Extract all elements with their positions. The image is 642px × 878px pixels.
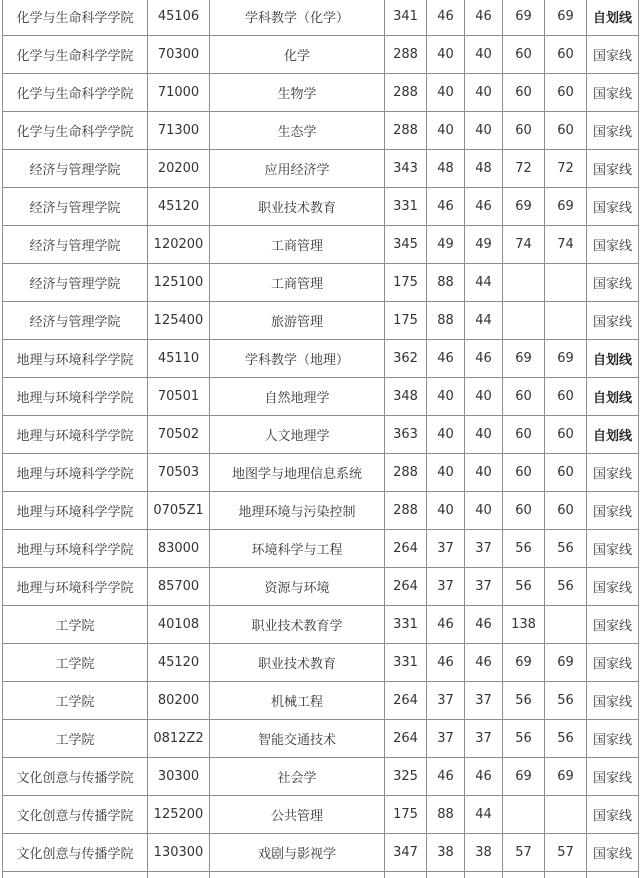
line-type-cell: 自划线 — [587, 416, 639, 454]
subject2-cell: 46 — [465, 606, 503, 644]
subject4-cell: 57 — [545, 834, 587, 872]
table-row — [3, 378, 639, 416]
subject2-cell: 49 — [465, 226, 503, 264]
code-cell: 45106 — [148, 0, 210, 36]
subject2-cell: 44 — [465, 264, 503, 302]
subject4-cell: 60 — [545, 454, 587, 492]
college-cell: 工学院 — [3, 644, 148, 682]
table-row — [3, 606, 639, 644]
subject4-cell: 69 — [545, 758, 587, 796]
code-cell: 0812Z2 — [148, 720, 210, 758]
subject3-cell: 69 — [503, 0, 545, 36]
major-cell: 工商管理 — [210, 226, 385, 264]
college-cell: 地理与环境科学学院 — [3, 454, 148, 492]
subject2-cell: 40 — [465, 378, 503, 416]
line-type-cell: 国家线 — [587, 264, 639, 302]
total-score-cell: 288 — [385, 112, 427, 150]
subject2-cell: 46 — [465, 0, 503, 36]
subject1-cell: 40 — [427, 416, 465, 454]
subject1-cell: 88 — [427, 796, 465, 834]
table-row — [3, 568, 639, 606]
subject2-cell: 40 — [465, 416, 503, 454]
subject3-cell: 60 — [503, 492, 545, 530]
subject2-cell: 40 — [465, 74, 503, 112]
total-score-cell — [385, 872, 427, 878]
subject1-cell: 46 — [427, 340, 465, 378]
major-cell: 化学 — [210, 36, 385, 74]
total-score-cell: 264 — [385, 720, 427, 758]
line-type-cell: 国家线 — [587, 492, 639, 530]
major-cell: 职业技术教育学 — [210, 606, 385, 644]
subject3-cell: 56 — [503, 720, 545, 758]
line-type-cell: 国家线 — [587, 568, 639, 606]
subject4-cell: 60 — [545, 74, 587, 112]
subject1-cell: 88 — [427, 302, 465, 340]
subject1-cell: 46 — [427, 758, 465, 796]
total-score-cell: 288 — [385, 36, 427, 74]
code-cell: 71000 — [148, 74, 210, 112]
major-cell: 工商管理 — [210, 264, 385, 302]
college-cell: 文化创意与传播学院 — [3, 758, 148, 796]
code-cell: 45120 — [148, 188, 210, 226]
code-cell — [148, 872, 210, 878]
code-cell: 80200 — [148, 682, 210, 720]
college-cell: 经济与管理学院 — [3, 264, 148, 302]
subject2-cell: 44 — [465, 302, 503, 340]
table-row — [3, 834, 639, 872]
major-cell: 学科教学（地理） — [210, 340, 385, 378]
table-row — [3, 74, 639, 112]
subject4-cell: 56 — [545, 720, 587, 758]
major-cell: 应用经济学 — [210, 150, 385, 188]
subject3-cell: 57 — [503, 834, 545, 872]
college-cell: 化学与生命科学学院 — [3, 74, 148, 112]
total-score-cell: 331 — [385, 606, 427, 644]
table-row — [3, 264, 639, 302]
code-cell: 125400 — [148, 302, 210, 340]
subject2-cell: 37 — [465, 530, 503, 568]
code-cell: 70503 — [148, 454, 210, 492]
college-cell: 经济与管理学院 — [3, 188, 148, 226]
college-cell: 经济与管理学院 — [3, 150, 148, 188]
subject1-cell: 46 — [427, 188, 465, 226]
college-cell: 地理与环境科学学院 — [3, 568, 148, 606]
subject3-cell: 60 — [503, 378, 545, 416]
line-type-cell: 国家线 — [587, 226, 639, 264]
subject4-cell: 60 — [545, 378, 587, 416]
major-cell: 职业技术教育 — [210, 644, 385, 682]
subject1-cell: 40 — [427, 112, 465, 150]
line-type-cell: 自划线 — [587, 340, 639, 378]
major-cell: 戏剧与影视学 — [210, 834, 385, 872]
line-type-cell — [587, 872, 639, 878]
subject4-cell — [545, 872, 587, 878]
table-row — [3, 872, 639, 878]
college-cell — [3, 872, 148, 878]
line-type-cell: 国家线 — [587, 74, 639, 112]
table-body — [3, 0, 639, 878]
table-row — [3, 36, 639, 74]
subject2-cell: 37 — [465, 568, 503, 606]
code-cell: 40108 — [148, 606, 210, 644]
subject3-cell: 56 — [503, 682, 545, 720]
subject4-cell — [545, 606, 587, 644]
table-row — [3, 796, 639, 834]
code-cell: 125100 — [148, 264, 210, 302]
subject2-cell: 40 — [465, 112, 503, 150]
total-score-cell: 331 — [385, 644, 427, 682]
line-type-cell: 国家线 — [587, 644, 639, 682]
table-row — [3, 720, 639, 758]
line-type-cell: 国家线 — [587, 530, 639, 568]
subject2-cell: 46 — [465, 758, 503, 796]
line-type-cell: 国家线 — [587, 36, 639, 74]
line-type-cell: 自划线 — [587, 378, 639, 416]
subject1-cell: 40 — [427, 36, 465, 74]
college-cell: 地理与环境科学学院 — [3, 340, 148, 378]
subject1-cell: 37 — [427, 568, 465, 606]
table-row — [3, 0, 639, 36]
major-cell: 资源与环境 — [210, 568, 385, 606]
code-cell: 130300 — [148, 834, 210, 872]
subject2-cell: 40 — [465, 36, 503, 74]
subject3-cell: 56 — [503, 530, 545, 568]
subject3-cell — [503, 264, 545, 302]
subject4-cell: 60 — [545, 492, 587, 530]
code-cell: 45120 — [148, 644, 210, 682]
line-type-cell: 国家线 — [587, 796, 639, 834]
subject4-cell: 69 — [545, 0, 587, 36]
major-cell: 学科教学（化学） — [210, 0, 385, 36]
major-cell: 机械工程 — [210, 682, 385, 720]
subject1-cell: 37 — [427, 682, 465, 720]
subject1-cell: 49 — [427, 226, 465, 264]
line-type-cell: 国家线 — [587, 682, 639, 720]
college-cell: 工学院 — [3, 682, 148, 720]
subject3-cell: 69 — [503, 758, 545, 796]
college-cell: 经济与管理学院 — [3, 226, 148, 264]
college-cell: 化学与生命科学学院 — [3, 0, 148, 36]
subject3-cell: 60 — [503, 74, 545, 112]
subject2-cell: 37 — [465, 720, 503, 758]
major-cell: 智能交通技术 — [210, 720, 385, 758]
subject4-cell — [545, 796, 587, 834]
total-score-cell: 264 — [385, 682, 427, 720]
college-cell: 化学与生命科学学院 — [3, 36, 148, 74]
subject4-cell — [545, 264, 587, 302]
subject2-cell: 44 — [465, 796, 503, 834]
subject4-cell: 69 — [545, 188, 587, 226]
line-type-cell: 国家线 — [587, 606, 639, 644]
line-type-cell: 国家线 — [587, 112, 639, 150]
college-cell: 工学院 — [3, 720, 148, 758]
subject3-cell: 60 — [503, 36, 545, 74]
college-cell: 地理与环境科学学院 — [3, 378, 148, 416]
code-cell: 83000 — [148, 530, 210, 568]
subject2-cell — [465, 872, 503, 878]
subject3-cell: 56 — [503, 568, 545, 606]
major-cell: 自然地理学 — [210, 378, 385, 416]
code-cell: 71300 — [148, 112, 210, 150]
total-score-cell: 363 — [385, 416, 427, 454]
line-type-cell: 国家线 — [587, 454, 639, 492]
line-type-cell: 国家线 — [587, 720, 639, 758]
subject2-cell: 46 — [465, 644, 503, 682]
total-score-cell: 175 — [385, 796, 427, 834]
line-type-cell: 自划线 — [587, 0, 639, 36]
subject4-cell: 69 — [545, 340, 587, 378]
code-cell: 85700 — [148, 568, 210, 606]
subject1-cell: 40 — [427, 378, 465, 416]
major-cell — [210, 872, 385, 878]
total-score-cell: 325 — [385, 758, 427, 796]
subject3-cell: 72 — [503, 150, 545, 188]
college-cell: 化学与生命科学学院 — [3, 112, 148, 150]
subject1-cell: 40 — [427, 492, 465, 530]
subject1-cell: 38 — [427, 834, 465, 872]
total-score-cell: 175 — [385, 302, 427, 340]
major-cell: 生态学 — [210, 112, 385, 150]
college-cell: 经济与管理学院 — [3, 302, 148, 340]
major-cell: 人文地理学 — [210, 416, 385, 454]
subject2-cell: 40 — [465, 492, 503, 530]
line-type-cell: 国家线 — [587, 834, 639, 872]
table-row — [3, 492, 639, 530]
college-cell: 文化创意与传播学院 — [3, 796, 148, 834]
subject2-cell: 40 — [465, 454, 503, 492]
subject3-cell: 60 — [503, 112, 545, 150]
college-cell: 工学院 — [3, 606, 148, 644]
subject4-cell: 56 — [545, 568, 587, 606]
major-cell: 地理环境与污染控制 — [210, 492, 385, 530]
major-cell: 社会学 — [210, 758, 385, 796]
total-score-cell: 348 — [385, 378, 427, 416]
total-score-cell: 331 — [385, 188, 427, 226]
subject1-cell: 40 — [427, 454, 465, 492]
subject3-cell: 138 — [503, 606, 545, 644]
subject4-cell: 72 — [545, 150, 587, 188]
code-cell: 120200 — [148, 226, 210, 264]
table-row — [3, 340, 639, 378]
subject4-cell: 74 — [545, 226, 587, 264]
subject1-cell: 37 — [427, 720, 465, 758]
subject3-cell — [503, 302, 545, 340]
table-row — [3, 682, 639, 720]
subject2-cell: 48 — [465, 150, 503, 188]
subject1-cell: 46 — [427, 0, 465, 36]
code-cell: 70501 — [148, 378, 210, 416]
subject3-cell: 69 — [503, 644, 545, 682]
subject4-cell: 56 — [545, 530, 587, 568]
table-row — [3, 530, 639, 568]
major-cell: 地图学与地理信息系统 — [210, 454, 385, 492]
subject1-cell: 40 — [427, 74, 465, 112]
college-cell: 地理与环境科学学院 — [3, 530, 148, 568]
total-score-cell: 345 — [385, 226, 427, 264]
subject2-cell: 38 — [465, 834, 503, 872]
subject1-cell: 46 — [427, 606, 465, 644]
total-score-cell: 343 — [385, 150, 427, 188]
subject3-cell: 60 — [503, 416, 545, 454]
score-table — [2, 0, 639, 878]
line-type-cell: 国家线 — [587, 302, 639, 340]
code-cell: 30300 — [148, 758, 210, 796]
subject3-cell: 69 — [503, 340, 545, 378]
subject1-cell: 88 — [427, 264, 465, 302]
line-type-cell: 国家线 — [587, 758, 639, 796]
table-row — [3, 416, 639, 454]
major-cell: 旅游管理 — [210, 302, 385, 340]
total-score-cell: 264 — [385, 530, 427, 568]
table-row — [3, 112, 639, 150]
major-cell: 职业技术教育 — [210, 188, 385, 226]
subject1-cell: 48 — [427, 150, 465, 188]
total-score-cell: 288 — [385, 454, 427, 492]
subject3-cell: 69 — [503, 188, 545, 226]
code-cell: 70300 — [148, 36, 210, 74]
major-cell: 环境科学与工程 — [210, 530, 385, 568]
total-score-cell: 341 — [385, 0, 427, 36]
subject1-cell — [427, 872, 465, 878]
table-row — [3, 454, 639, 492]
total-score-cell: 288 — [385, 492, 427, 530]
table-row — [3, 150, 639, 188]
total-score-cell: 347 — [385, 834, 427, 872]
subject4-cell: 69 — [545, 644, 587, 682]
code-cell: 20200 — [148, 150, 210, 188]
subject1-cell: 46 — [427, 644, 465, 682]
subject3-cell — [503, 796, 545, 834]
subject3-cell — [503, 872, 545, 878]
line-type-cell: 国家线 — [587, 188, 639, 226]
total-score-cell: 288 — [385, 74, 427, 112]
subject2-cell: 46 — [465, 188, 503, 226]
table-row — [3, 188, 639, 226]
table-row — [3, 302, 639, 340]
major-cell: 生物学 — [210, 74, 385, 112]
table-row — [3, 644, 639, 682]
college-cell: 地理与环境科学学院 — [3, 416, 148, 454]
college-cell: 地理与环境科学学院 — [3, 492, 148, 530]
subject4-cell: 60 — [545, 112, 587, 150]
code-cell: 45110 — [148, 340, 210, 378]
total-score-cell: 362 — [385, 340, 427, 378]
table-row — [3, 226, 639, 264]
line-type-cell: 国家线 — [587, 150, 639, 188]
code-cell: 0705Z1 — [148, 492, 210, 530]
subject4-cell — [545, 302, 587, 340]
subject3-cell: 74 — [503, 226, 545, 264]
subject4-cell: 60 — [545, 416, 587, 454]
subject3-cell: 60 — [503, 454, 545, 492]
subject4-cell: 56 — [545, 682, 587, 720]
college-cell: 文化创意与传播学院 — [3, 834, 148, 872]
subject1-cell: 37 — [427, 530, 465, 568]
code-cell: 125200 — [148, 796, 210, 834]
subject4-cell: 60 — [545, 36, 587, 74]
code-cell: 70502 — [148, 416, 210, 454]
subject2-cell: 37 — [465, 682, 503, 720]
total-score-cell: 264 — [385, 568, 427, 606]
major-cell: 公共管理 — [210, 796, 385, 834]
subject2-cell: 46 — [465, 340, 503, 378]
table-row — [3, 758, 639, 796]
total-score-cell: 175 — [385, 264, 427, 302]
